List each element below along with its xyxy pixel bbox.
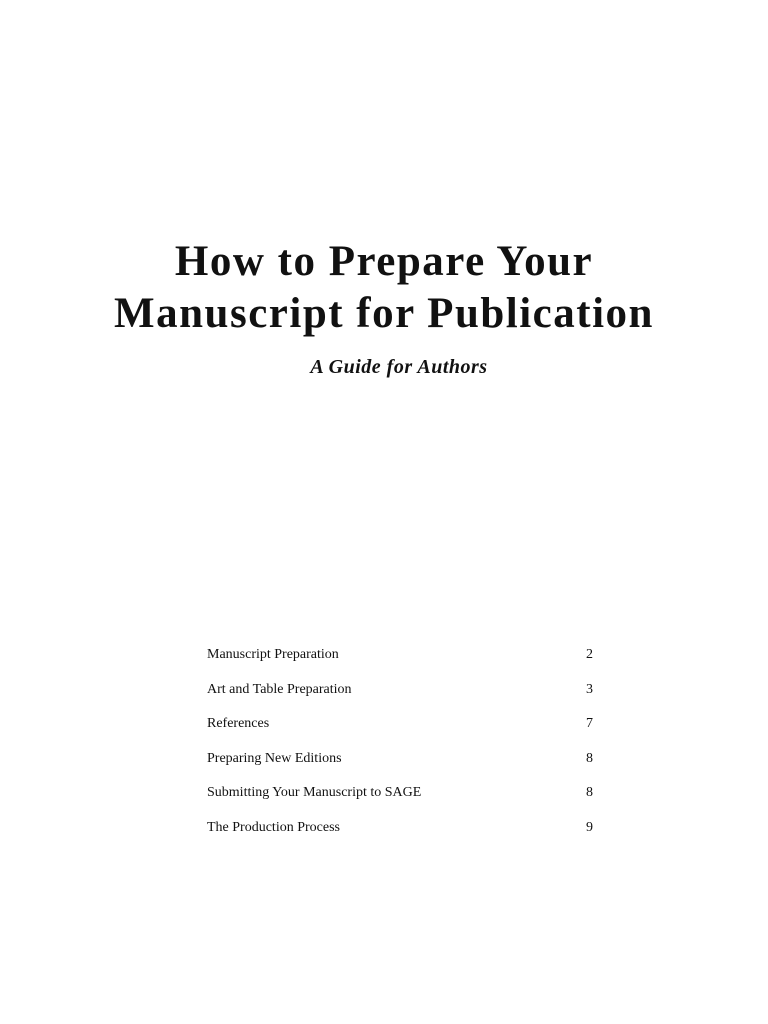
table-of-contents	[207, 644, 597, 852]
document-title	[0, 236, 768, 340]
toc-entry-page-number: 8	[586, 750, 593, 766]
toc-entry-label: Submitting Your Manuscript to SAGE	[207, 785, 422, 801]
toc-entry-references[interactable]	[207, 713, 597, 748]
toc-entry-label: Art and Table Preparation	[207, 681, 352, 697]
toc-entry-label: Manuscript Preparation	[207, 647, 339, 662]
title-line-2: Manuscript for Publication	[114, 290, 654, 337]
toc-entry-page-number: 3	[586, 681, 593, 697]
toc-entry-label: Preparing New Editions	[207, 750, 342, 766]
toc-entry-page-number: 7	[586, 716, 593, 732]
toc-entry-page-number: 8	[586, 785, 593, 801]
toc-entry-manuscript-preparation[interactable]	[207, 644, 597, 679]
toc-entry-page-number: 2	[586, 647, 593, 662]
toc-entry-submitting-manuscript[interactable]	[207, 782, 597, 817]
toc-entry-page-number: 9	[586, 819, 593, 835]
document-subtitle: A Guide for Authors	[310, 356, 488, 378]
title-line-1: How to Prepare Your	[174, 238, 594, 285]
toc-entry-preparing-new-editions[interactable]	[207, 748, 597, 783]
toc-entry-label: References	[207, 716, 270, 732]
toc-entry-art-and-table-preparation[interactable]	[207, 679, 597, 714]
toc-entry-label: The Production Process	[207, 819, 340, 835]
toc-entry-production-process[interactable]	[207, 817, 597, 852]
